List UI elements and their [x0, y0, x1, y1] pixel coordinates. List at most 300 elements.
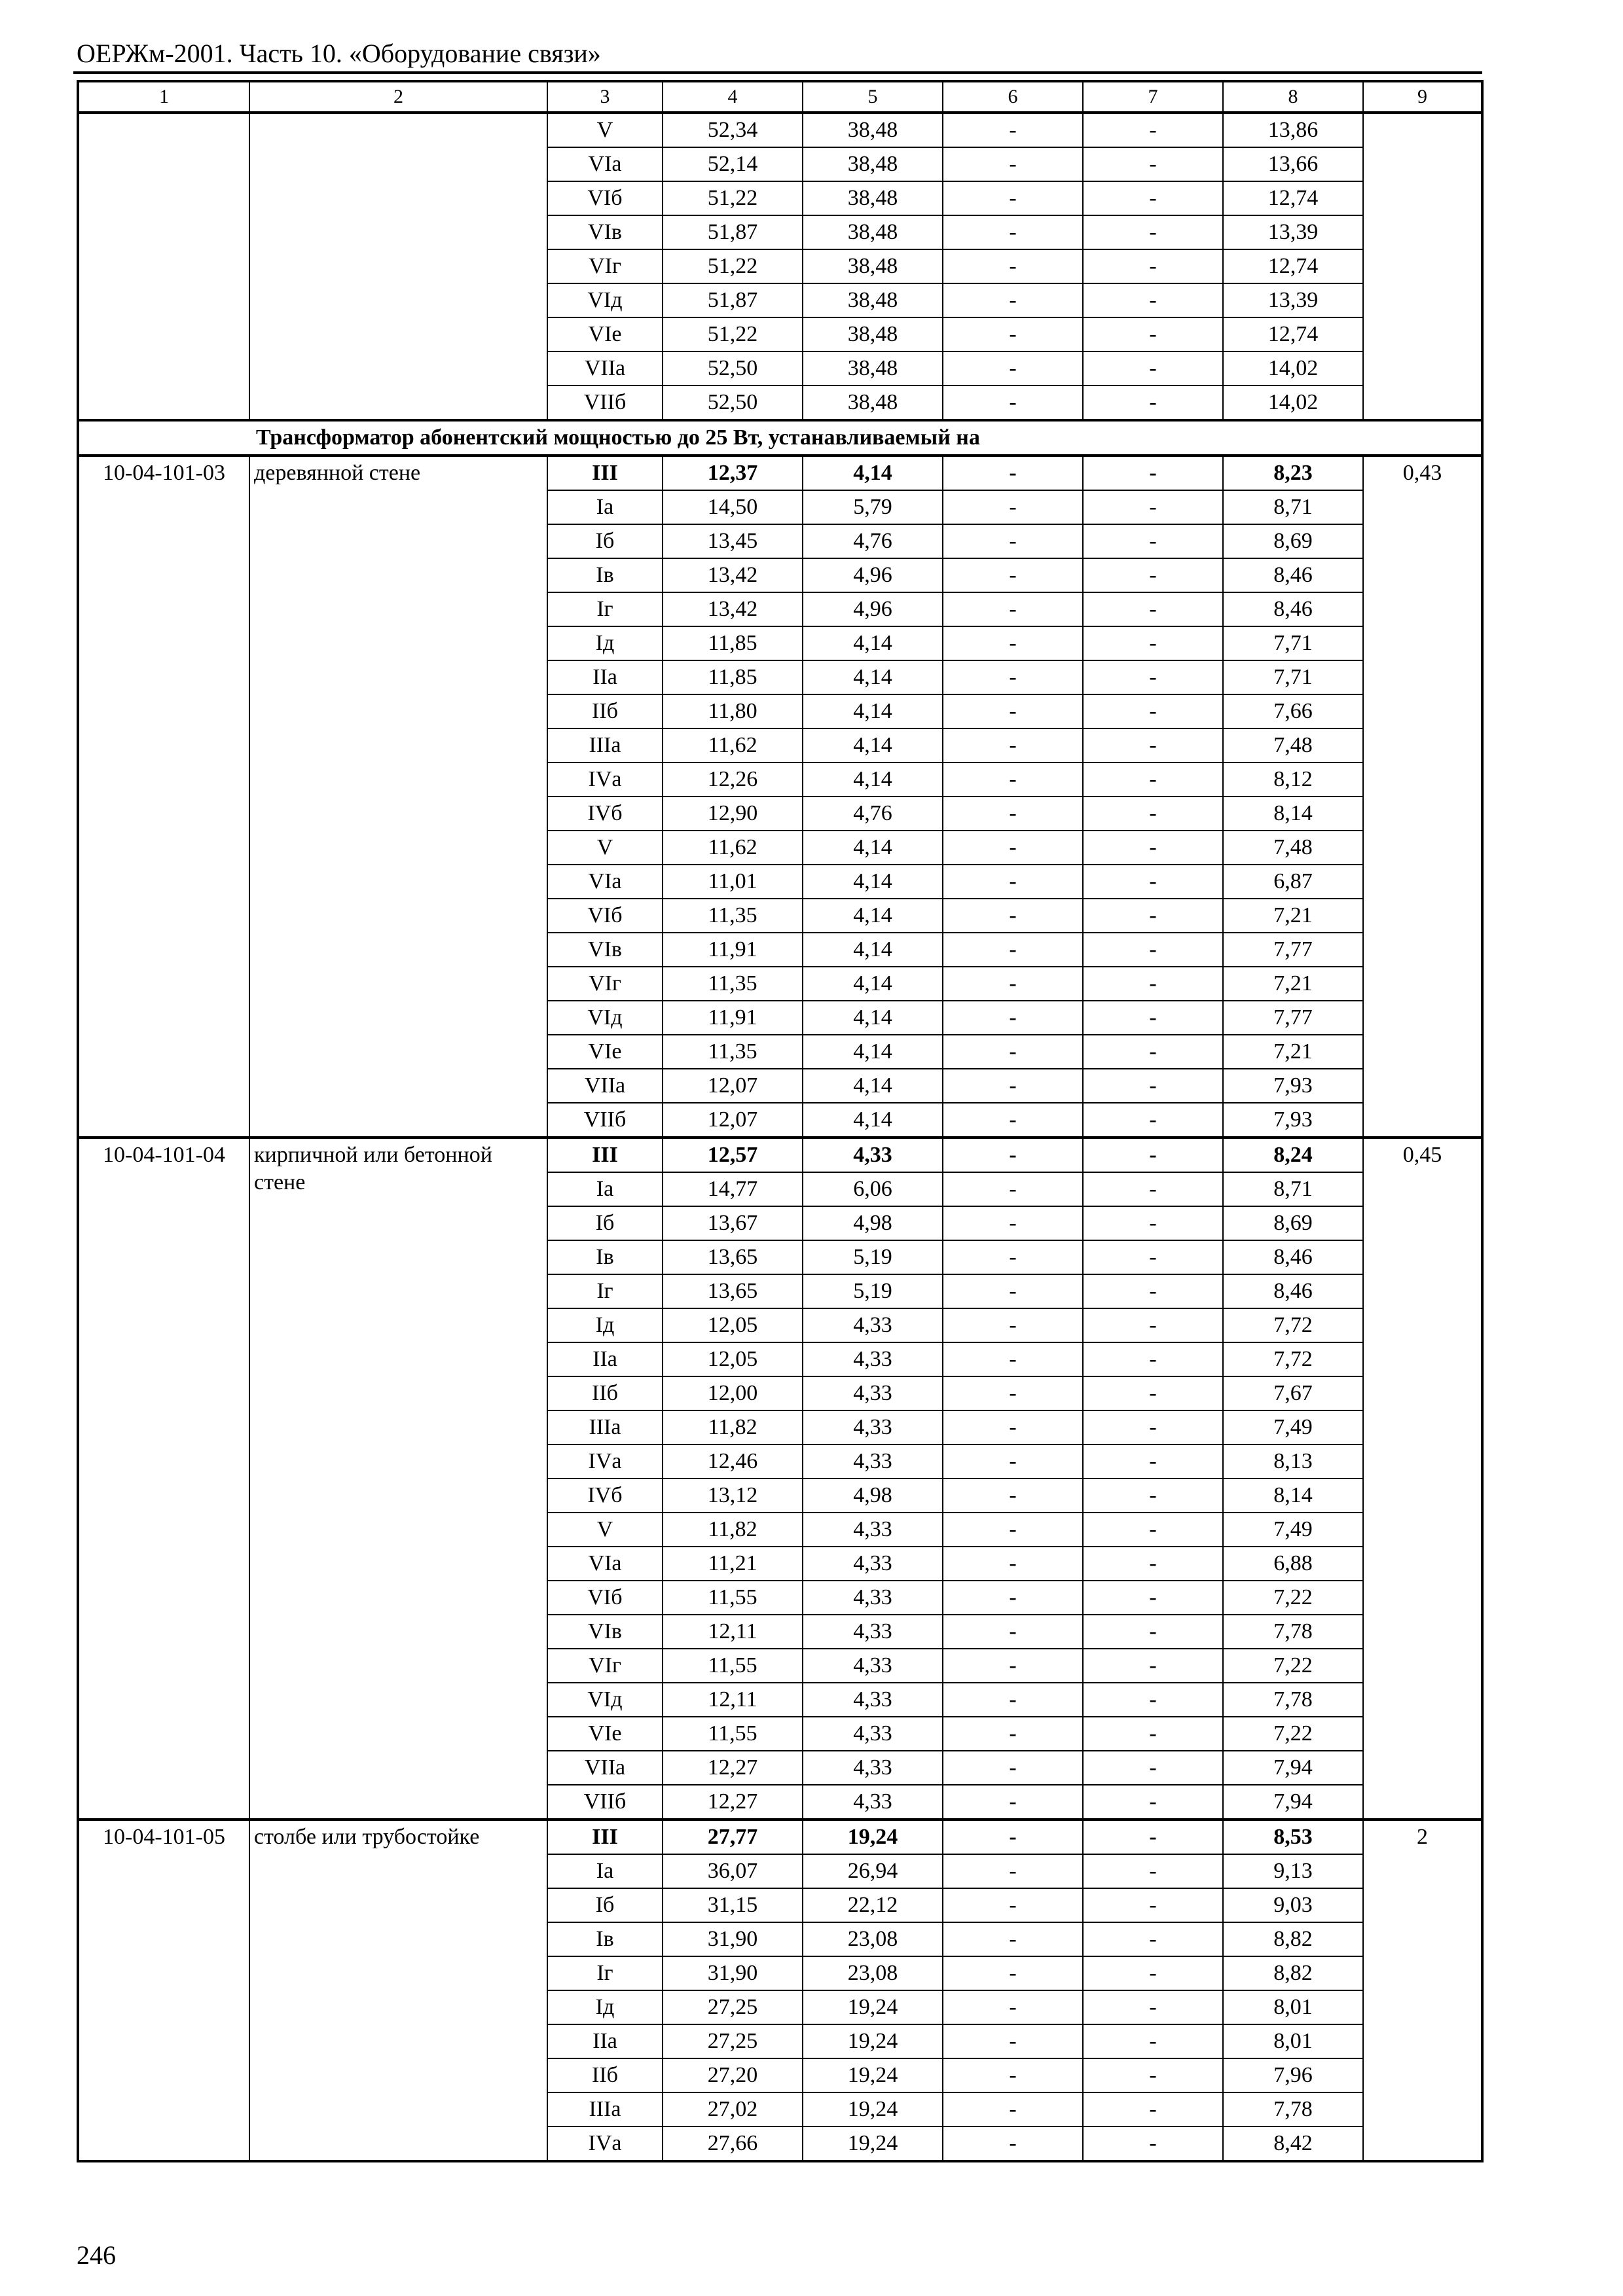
table-row — [78, 1820, 1482, 1854]
zone-cell: VIг — [547, 249, 663, 283]
wages-cell: 4,14 — [803, 728, 943, 762]
total-cost-cell: 27,20 — [663, 2058, 803, 2092]
materials-cell: 8,01 — [1223, 1990, 1363, 2024]
wages-cell: 38,48 — [803, 215, 943, 249]
total-cost-cell: 12,27 — [663, 1751, 803, 1785]
wages-cell: 4,33 — [803, 1581, 943, 1615]
materials-cell: 6,87 — [1223, 865, 1363, 899]
drivers-wages-cell: - — [1083, 1922, 1223, 1956]
materials-cell: 7,94 — [1223, 1785, 1363, 1820]
wages-cell: 19,24 — [803, 2058, 943, 2092]
materials-cell: 8,69 — [1223, 524, 1363, 558]
zone-cell: III — [547, 456, 663, 490]
materials-cell: 7,78 — [1223, 2092, 1363, 2126]
zone-cell: VIд — [547, 283, 663, 317]
total-cost-cell: 13,65 — [663, 1274, 803, 1308]
machines-cell: - — [943, 899, 1083, 933]
wages-cell: 4,33 — [803, 1138, 943, 1172]
wages-cell: 6,06 — [803, 1172, 943, 1206]
total-cost-cell: 13,45 — [663, 524, 803, 558]
zone-cell: IIIа — [547, 1410, 663, 1444]
wages-cell: 4,33 — [803, 1342, 943, 1376]
total-cost-cell: 11,85 — [663, 626, 803, 660]
wages-cell: 4,96 — [803, 592, 943, 626]
materials-cell: 13,39 — [1223, 215, 1363, 249]
drivers-wages-cell: - — [1083, 1717, 1223, 1751]
total-cost-cell: 11,55 — [663, 1581, 803, 1615]
machines-cell: - — [943, 1649, 1083, 1683]
machines-cell: - — [943, 1990, 1083, 2024]
zone-cell: VIIа — [547, 351, 663, 386]
machines-cell: - — [943, 147, 1083, 181]
drivers-wages-cell: - — [1083, 626, 1223, 660]
drivers-wages-cell: - — [1083, 1854, 1223, 1888]
table-row — [78, 456, 1482, 490]
drivers-wages-cell: - — [1083, 1240, 1223, 1274]
total-cost-cell: 11,62 — [663, 831, 803, 865]
zone-cell: Iб — [547, 524, 663, 558]
zone-cell: IVа — [547, 1444, 663, 1479]
zone-cell: Iа — [547, 490, 663, 524]
machines-cell: - — [943, 181, 1083, 215]
machines-cell: - — [943, 490, 1083, 524]
zone-cell: VIIб — [547, 1785, 663, 1820]
wages-cell: 38,48 — [803, 386, 943, 420]
drivers-wages-cell: - — [1083, 899, 1223, 933]
drivers-wages-cell: - — [1083, 660, 1223, 694]
drivers-wages-cell: - — [1083, 1581, 1223, 1615]
wages-cell: 19,24 — [803, 2092, 943, 2126]
machines-cell: - — [943, 1342, 1083, 1376]
wages-cell: 4,33 — [803, 1444, 943, 1479]
materials-cell: 8,13 — [1223, 1444, 1363, 1479]
machines-cell: - — [943, 694, 1083, 728]
zone-cell: VIв — [547, 933, 663, 967]
machines-cell: - — [943, 1820, 1083, 1854]
machines-cell: - — [943, 524, 1083, 558]
machines-cell: - — [943, 351, 1083, 386]
zone-cell: VIе — [547, 1035, 663, 1069]
machines-cell: - — [943, 1854, 1083, 1888]
drivers-wages-cell: - — [1083, 1103, 1223, 1138]
total-cost-cell: 12,05 — [663, 1308, 803, 1342]
wages-cell: 5,19 — [803, 1274, 943, 1308]
machines-cell: - — [943, 1751, 1083, 1785]
machines-cell: - — [943, 660, 1083, 694]
zone-cell: Iг — [547, 592, 663, 626]
total-cost-cell: 12,90 — [663, 797, 803, 831]
zone-cell: IVа — [547, 2126, 663, 2161]
zone-cell: Iг — [547, 1956, 663, 1990]
drivers-wages-cell: - — [1083, 2024, 1223, 2058]
zone-cell: IIб — [547, 2058, 663, 2092]
wages-cell: 4,14 — [803, 762, 943, 797]
machines-cell: - — [943, 762, 1083, 797]
machines-cell: - — [943, 1172, 1083, 1206]
total-cost-cell: 14,50 — [663, 490, 803, 524]
zone-cell: Iд — [547, 626, 663, 660]
work-name-cell: деревянной стене — [249, 456, 547, 1138]
total-cost-cell: 12,57 — [663, 1138, 803, 1172]
zone-cell: VIа — [547, 865, 663, 899]
column-number-row — [78, 81, 1482, 113]
page-number: 246 — [77, 2240, 116, 2270]
wages-cell: 4,14 — [803, 1103, 943, 1138]
materials-cell: 7,72 — [1223, 1308, 1363, 1342]
machines-cell: - — [943, 456, 1083, 490]
total-cost-cell: 52,50 — [663, 386, 803, 420]
total-cost-cell: 13,67 — [663, 1206, 803, 1240]
total-cost-cell: 31,90 — [663, 1922, 803, 1956]
wages-cell: 4,14 — [803, 831, 943, 865]
labor-cost-cell: 0,45 — [1363, 1138, 1482, 1820]
labor-cost-cell: 2 — [1363, 1820, 1482, 2161]
drivers-wages-cell: - — [1083, 728, 1223, 762]
total-cost-cell: 11,82 — [663, 1513, 803, 1547]
machines-cell: - — [943, 1615, 1083, 1649]
total-cost-cell: 12,07 — [663, 1103, 803, 1138]
machines-cell: - — [943, 1308, 1083, 1342]
zone-cell: Iб — [547, 1206, 663, 1240]
materials-cell: 7,67 — [1223, 1376, 1363, 1410]
materials-cell: 7,77 — [1223, 933, 1363, 967]
drivers-wages-cell: - — [1083, 694, 1223, 728]
zone-cell: VIв — [547, 215, 663, 249]
wages-cell: 5,19 — [803, 1240, 943, 1274]
section-title: Трансформатор абонентский мощностью до 25 Вт, устанавливаемый на — [78, 420, 1482, 456]
total-cost-cell: 27,25 — [663, 2024, 803, 2058]
total-cost-cell: 13,65 — [663, 1240, 803, 1274]
zone-cell: VIIа — [547, 1751, 663, 1785]
work-name-cell — [249, 113, 547, 420]
total-cost-cell: 13,12 — [663, 1479, 803, 1513]
drivers-wages-cell: - — [1083, 456, 1223, 490]
materials-cell: 7,22 — [1223, 1581, 1363, 1615]
machines-cell: - — [943, 249, 1083, 283]
wages-cell: 4,14 — [803, 626, 943, 660]
drivers-wages-cell: - — [1083, 1172, 1223, 1206]
materials-cell: 8,71 — [1223, 1172, 1363, 1206]
header-rule — [73, 71, 1482, 74]
drivers-wages-cell: - — [1083, 592, 1223, 626]
materials-cell: 7,21 — [1223, 1035, 1363, 1069]
drivers-wages-cell: - — [1083, 1035, 1223, 1069]
materials-cell: 8,01 — [1223, 2024, 1363, 2058]
zone-cell: VIа — [547, 1547, 663, 1581]
column-number-5: 5 — [803, 81, 943, 113]
materials-cell: 8,53 — [1223, 1820, 1363, 1854]
machines-cell: - — [943, 1138, 1083, 1172]
drivers-wages-cell: - — [1083, 113, 1223, 147]
materials-cell: 8,69 — [1223, 1206, 1363, 1240]
drivers-wages-cell: - — [1083, 1683, 1223, 1717]
machines-cell: - — [943, 1274, 1083, 1308]
total-cost-cell: 11,91 — [663, 1001, 803, 1035]
zone-cell: VIд — [547, 1683, 663, 1717]
wages-cell: 4,33 — [803, 1683, 943, 1717]
rate-code-cell: 10-04-101-05 — [78, 1820, 249, 2161]
machines-cell: - — [943, 933, 1083, 967]
wages-cell: 38,48 — [803, 283, 943, 317]
wages-cell: 38,48 — [803, 351, 943, 386]
total-cost-cell: 12,05 — [663, 1342, 803, 1376]
machines-cell: - — [943, 283, 1083, 317]
drivers-wages-cell: - — [1083, 933, 1223, 967]
machines-cell: - — [943, 865, 1083, 899]
drivers-wages-cell: - — [1083, 558, 1223, 592]
zone-cell: V — [547, 831, 663, 865]
total-cost-cell: 11,82 — [663, 1410, 803, 1444]
materials-cell: 8,46 — [1223, 558, 1363, 592]
zone-cell: IIб — [547, 694, 663, 728]
materials-cell: 7,21 — [1223, 967, 1363, 1001]
table-row — [78, 113, 1482, 147]
machines-cell: - — [943, 967, 1083, 1001]
materials-cell: 7,66 — [1223, 694, 1363, 728]
zone-cell: Iв — [547, 558, 663, 592]
machines-cell: - — [943, 728, 1083, 762]
wages-cell: 4,14 — [803, 865, 943, 899]
materials-cell: 7,78 — [1223, 1683, 1363, 1717]
total-cost-cell: 27,66 — [663, 2126, 803, 2161]
zone-cell: III — [547, 1138, 663, 1172]
wages-cell: 4,14 — [803, 694, 943, 728]
materials-cell: 7,72 — [1223, 1342, 1363, 1376]
machines-cell: - — [943, 1581, 1083, 1615]
wages-cell: 4,14 — [803, 456, 943, 490]
drivers-wages-cell: - — [1083, 1274, 1223, 1308]
rate-code-cell — [78, 113, 249, 420]
total-cost-cell: 27,77 — [663, 1820, 803, 1854]
wages-cell: 4,33 — [803, 1376, 943, 1410]
materials-cell: 12,74 — [1223, 317, 1363, 351]
total-cost-cell: 36,07 — [663, 1854, 803, 1888]
wages-cell: 19,24 — [803, 2126, 943, 2161]
wages-cell: 4,98 — [803, 1479, 943, 1513]
column-number-3: 3 — [547, 81, 663, 113]
machines-cell: - — [943, 1922, 1083, 1956]
drivers-wages-cell: - — [1083, 865, 1223, 899]
materials-cell: 7,71 — [1223, 660, 1363, 694]
zone-cell: VIе — [547, 1717, 663, 1751]
zone-cell: VIIб — [547, 1103, 663, 1138]
materials-cell: 7,77 — [1223, 1001, 1363, 1035]
total-cost-cell: 12,46 — [663, 1444, 803, 1479]
materials-cell: 6,88 — [1223, 1547, 1363, 1581]
column-number-7: 7 — [1083, 81, 1223, 113]
total-cost-cell: 12,11 — [663, 1615, 803, 1649]
drivers-wages-cell: - — [1083, 317, 1223, 351]
drivers-wages-cell: - — [1083, 1888, 1223, 1922]
zone-cell: V — [547, 1513, 663, 1547]
drivers-wages-cell: - — [1083, 147, 1223, 181]
materials-cell: 8,46 — [1223, 1240, 1363, 1274]
wages-cell: 4,33 — [803, 1410, 943, 1444]
machines-cell: - — [943, 1103, 1083, 1138]
machines-cell: - — [943, 1035, 1083, 1069]
materials-cell: 8,42 — [1223, 2126, 1363, 2161]
wages-cell: 4,14 — [803, 933, 943, 967]
zone-cell: IIа — [547, 660, 663, 694]
drivers-wages-cell: - — [1083, 1410, 1223, 1444]
total-cost-cell: 12,27 — [663, 1785, 803, 1820]
materials-cell: 8,46 — [1223, 592, 1363, 626]
drivers-wages-cell: - — [1083, 1649, 1223, 1683]
materials-cell: 7,21 — [1223, 899, 1363, 933]
machines-cell: - — [943, 1410, 1083, 1444]
total-cost-cell: 11,21 — [663, 1547, 803, 1581]
zone-cell: VIг — [547, 1649, 663, 1683]
total-cost-cell: 51,22 — [663, 317, 803, 351]
drivers-wages-cell: - — [1083, 1206, 1223, 1240]
materials-cell: 8,23 — [1223, 456, 1363, 490]
drivers-wages-cell: - — [1083, 1479, 1223, 1513]
total-cost-cell: 11,01 — [663, 865, 803, 899]
wages-cell: 23,08 — [803, 1956, 943, 1990]
materials-cell: 7,71 — [1223, 626, 1363, 660]
column-number-2: 2 — [249, 81, 547, 113]
machines-cell: - — [943, 1547, 1083, 1581]
zone-cell: IVб — [547, 1479, 663, 1513]
materials-cell: 7,22 — [1223, 1649, 1363, 1683]
materials-cell: 7,93 — [1223, 1103, 1363, 1138]
machines-cell: - — [943, 558, 1083, 592]
total-cost-cell: 12,07 — [663, 1069, 803, 1103]
drivers-wages-cell: - — [1083, 762, 1223, 797]
total-cost-cell: 11,62 — [663, 728, 803, 762]
drivers-wages-cell: - — [1083, 1956, 1223, 1990]
machines-cell: - — [943, 2024, 1083, 2058]
wages-cell: 4,14 — [803, 660, 943, 694]
machines-cell: - — [943, 2126, 1083, 2161]
machines-cell: - — [943, 1206, 1083, 1240]
materials-cell: 7,48 — [1223, 728, 1363, 762]
materials-cell: 8,14 — [1223, 797, 1363, 831]
wages-cell: 38,48 — [803, 147, 943, 181]
total-cost-cell: 13,42 — [663, 592, 803, 626]
zone-cell: Iа — [547, 1854, 663, 1888]
rate-code-cell: 10-04-101-03 — [78, 456, 249, 1138]
materials-cell: 7,93 — [1223, 1069, 1363, 1103]
machines-cell: - — [943, 2092, 1083, 2126]
column-number-9: 9 — [1363, 81, 1482, 113]
drivers-wages-cell: - — [1083, 1376, 1223, 1410]
wages-cell: 38,48 — [803, 181, 943, 215]
machines-cell: - — [943, 1888, 1083, 1922]
materials-cell: 8,71 — [1223, 490, 1363, 524]
wages-cell: 4,14 — [803, 1069, 943, 1103]
rate-code-cell: 10-04-101-04 — [78, 1138, 249, 1820]
zone-cell: III — [547, 1820, 663, 1854]
materials-cell: 13,66 — [1223, 147, 1363, 181]
drivers-wages-cell: - — [1083, 1069, 1223, 1103]
total-cost-cell: 13,42 — [663, 558, 803, 592]
section-title-row — [78, 420, 1482, 456]
total-cost-cell: 14,77 — [663, 1172, 803, 1206]
drivers-wages-cell: - — [1083, 1820, 1223, 1854]
drivers-wages-cell: - — [1083, 2092, 1223, 2126]
drivers-wages-cell: - — [1083, 249, 1223, 283]
zone-cell: IIIа — [547, 728, 663, 762]
materials-cell: 7,78 — [1223, 1615, 1363, 1649]
materials-cell: 7,22 — [1223, 1717, 1363, 1751]
machines-cell: - — [943, 1785, 1083, 1820]
machines-cell: - — [943, 2058, 1083, 2092]
machines-cell: - — [943, 626, 1083, 660]
materials-cell: 8,82 — [1223, 1956, 1363, 1990]
machines-cell: - — [943, 1069, 1083, 1103]
wages-cell: 4,33 — [803, 1717, 943, 1751]
wages-cell: 4,33 — [803, 1513, 943, 1547]
zone-cell: VIв — [547, 1615, 663, 1649]
wages-cell: 4,14 — [803, 967, 943, 1001]
column-number-1: 1 — [78, 81, 249, 113]
wages-cell: 4,33 — [803, 1751, 943, 1785]
wages-cell: 4,33 — [803, 1649, 943, 1683]
zone-cell: IIб — [547, 1376, 663, 1410]
drivers-wages-cell: - — [1083, 1751, 1223, 1785]
drivers-wages-cell: - — [1083, 283, 1223, 317]
materials-cell: 13,39 — [1223, 283, 1363, 317]
drivers-wages-cell: - — [1083, 524, 1223, 558]
drivers-wages-cell: - — [1083, 1308, 1223, 1342]
drivers-wages-cell: - — [1083, 1444, 1223, 1479]
materials-cell: 14,02 — [1223, 386, 1363, 420]
drivers-wages-cell: - — [1083, 2058, 1223, 2092]
table-row — [78, 1138, 1482, 1172]
drivers-wages-cell: - — [1083, 1342, 1223, 1376]
work-name-cell: столбе или трубостойке — [249, 1820, 547, 2161]
drivers-wages-cell: - — [1083, 181, 1223, 215]
zone-cell: Iв — [547, 1240, 663, 1274]
machines-cell: - — [943, 592, 1083, 626]
materials-cell: 8,82 — [1223, 1922, 1363, 1956]
total-cost-cell: 12,11 — [663, 1683, 803, 1717]
drivers-wages-cell: - — [1083, 351, 1223, 386]
zone-cell: IIIа — [547, 2092, 663, 2126]
total-cost-cell: 11,91 — [663, 933, 803, 967]
drivers-wages-cell: - — [1083, 1547, 1223, 1581]
zone-cell: Iб — [547, 1888, 663, 1922]
machines-cell: - — [943, 797, 1083, 831]
wages-cell: 19,24 — [803, 1820, 943, 1854]
machines-cell: - — [943, 113, 1083, 147]
materials-cell: 7,96 — [1223, 2058, 1363, 2092]
drivers-wages-cell: - — [1083, 967, 1223, 1001]
total-cost-cell: 51,22 — [663, 181, 803, 215]
machines-cell: - — [943, 831, 1083, 865]
drivers-wages-cell: - — [1083, 1001, 1223, 1035]
total-cost-cell: 11,35 — [663, 967, 803, 1001]
total-cost-cell: 12,37 — [663, 456, 803, 490]
materials-cell: 7,48 — [1223, 831, 1363, 865]
drivers-wages-cell: - — [1083, 1513, 1223, 1547]
wages-cell: 4,14 — [803, 1035, 943, 1069]
total-cost-cell: 31,90 — [663, 1956, 803, 1990]
wages-cell: 4,33 — [803, 1308, 943, 1342]
total-cost-cell: 51,87 — [663, 215, 803, 249]
zone-cell: VIг — [547, 967, 663, 1001]
drivers-wages-cell: - — [1083, 490, 1223, 524]
wages-cell: 26,94 — [803, 1854, 943, 1888]
zone-cell: VIIа — [547, 1069, 663, 1103]
zone-cell: Iг — [547, 1274, 663, 1308]
machines-cell: - — [943, 386, 1083, 420]
drivers-wages-cell: - — [1083, 1615, 1223, 1649]
wages-cell: 4,14 — [803, 1001, 943, 1035]
machines-cell: - — [943, 215, 1083, 249]
materials-cell: 7,49 — [1223, 1410, 1363, 1444]
